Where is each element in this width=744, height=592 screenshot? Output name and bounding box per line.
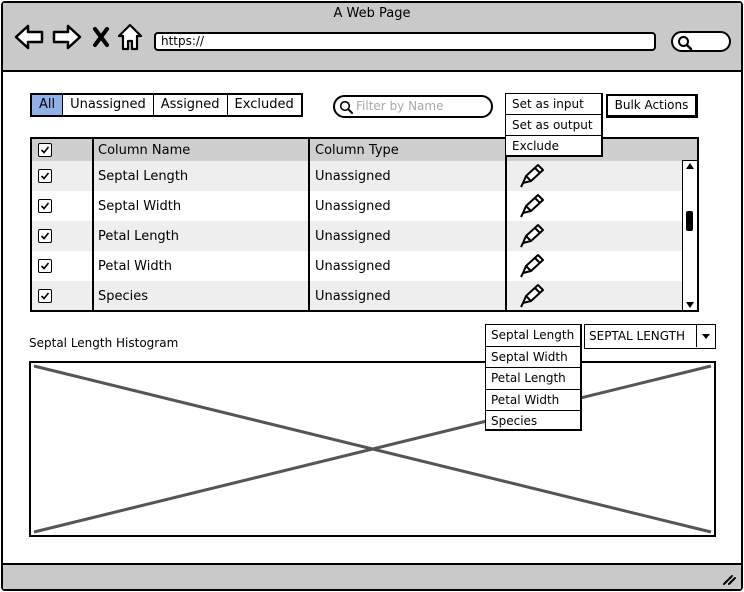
scrollbar-thumb[interactable]	[686, 211, 693, 231]
bulk-actions-button[interactable]: Bulk Actions	[606, 94, 698, 118]
option-septal-width[interactable]: Septal Width	[486, 347, 580, 369]
menu-item-exclude[interactable]: Exclude	[512, 139, 560, 153]
tab-assigned[interactable]: Assigned	[154, 95, 228, 115]
option-petal-width[interactable]: Petal Width	[486, 390, 580, 412]
check-icon	[40, 231, 50, 241]
edit-pencil-icon[interactable]	[518, 191, 546, 221]
home-icon[interactable]	[117, 22, 143, 52]
search-icon	[339, 100, 354, 115]
row-checkbox[interactable]	[38, 221, 58, 251]
table-row[interactable]	[32, 281, 683, 311]
header-column-name: Column Name	[98, 142, 191, 158]
filter-by-name-input[interactable]	[356, 99, 486, 113]
row-column-type: Unassigned	[315, 228, 391, 244]
forward-arrow-icon[interactable]	[52, 22, 82, 52]
option-petal-length[interactable]: Petal Length	[486, 368, 580, 390]
search-icon	[677, 35, 693, 51]
table-row[interactable]	[32, 161, 683, 191]
table-row[interactable]	[32, 191, 683, 221]
filter-search-box	[333, 95, 493, 118]
check-icon	[40, 201, 50, 211]
selected-column-value: SEPTAL LENGTH	[589, 329, 686, 343]
filter-tabs	[30, 93, 303, 117]
scroll-down-icon[interactable]	[685, 301, 695, 309]
chevron-down-icon[interactable]	[696, 325, 715, 347]
row-column-type: Unassigned	[315, 168, 391, 184]
row-column-name: Petal Width	[98, 258, 172, 274]
row-column-name: Petal Length	[98, 228, 180, 244]
menu-item-set-as-input[interactable]: Set as input	[506, 94, 601, 115]
row-checkbox[interactable]	[38, 191, 58, 221]
row-column-name: Septal Width	[98, 198, 182, 214]
image-placeholder-icon	[31, 363, 714, 535]
check-icon	[40, 261, 50, 271]
bulk-actions-menu	[505, 93, 603, 157]
edit-pencil-icon[interactable]	[518, 161, 546, 191]
row-checkbox[interactable]	[38, 161, 58, 191]
row-checkbox[interactable]	[38, 281, 58, 311]
column-divider	[505, 139, 507, 312]
window-title: A Web Page	[333, 6, 411, 21]
columns-table	[30, 137, 699, 312]
row-column-type: Unassigned	[315, 198, 391, 214]
column-options-menu	[485, 324, 582, 431]
histogram-title: Septal Length Histogram	[29, 336, 179, 350]
check-icon	[40, 145, 50, 155]
option-septal-length[interactable]: Septal Length	[486, 325, 580, 347]
table-scrollbar[interactable]	[682, 160, 698, 311]
tab-excluded[interactable]: Excluded	[234, 97, 294, 112]
option-species[interactable]: Species	[491, 414, 538, 428]
histogram-column-select[interactable]	[584, 324, 716, 349]
tab-all[interactable]: All	[32, 95, 63, 115]
menu-item-set-as-output[interactable]: Set as output	[506, 115, 601, 136]
column-divider	[308, 139, 310, 312]
browser-search-box[interactable]	[671, 31, 731, 52]
row-checkbox[interactable]	[38, 251, 58, 281]
row-column-name: Species	[98, 288, 149, 304]
check-icon	[40, 291, 50, 301]
check-icon	[40, 171, 50, 181]
row-column-type: Unassigned	[315, 288, 391, 304]
resize-grip-icon[interactable]	[721, 572, 737, 586]
histogram-image-placeholder	[29, 361, 716, 537]
table-row[interactable]	[32, 221, 683, 251]
url-bar[interactable]: https://	[154, 32, 656, 51]
close-x-icon[interactable]	[91, 22, 111, 52]
row-column-type: Unassigned	[315, 258, 391, 274]
scroll-up-icon[interactable]	[685, 162, 695, 170]
edit-pencil-icon[interactable]	[518, 221, 546, 251]
select-all-checkbox[interactable]	[38, 139, 58, 161]
back-arrow-icon[interactable]	[14, 22, 44, 52]
row-column-name: Septal Length	[98, 168, 189, 184]
column-divider	[92, 139, 94, 312]
tab-unassigned[interactable]: Unassigned	[63, 95, 154, 115]
edit-pencil-icon[interactable]	[518, 251, 546, 281]
status-bar	[3, 563, 741, 589]
table-row[interactable]	[32, 251, 683, 281]
edit-pencil-icon[interactable]	[518, 281, 546, 311]
header-column-type: Column Type	[315, 142, 399, 158]
